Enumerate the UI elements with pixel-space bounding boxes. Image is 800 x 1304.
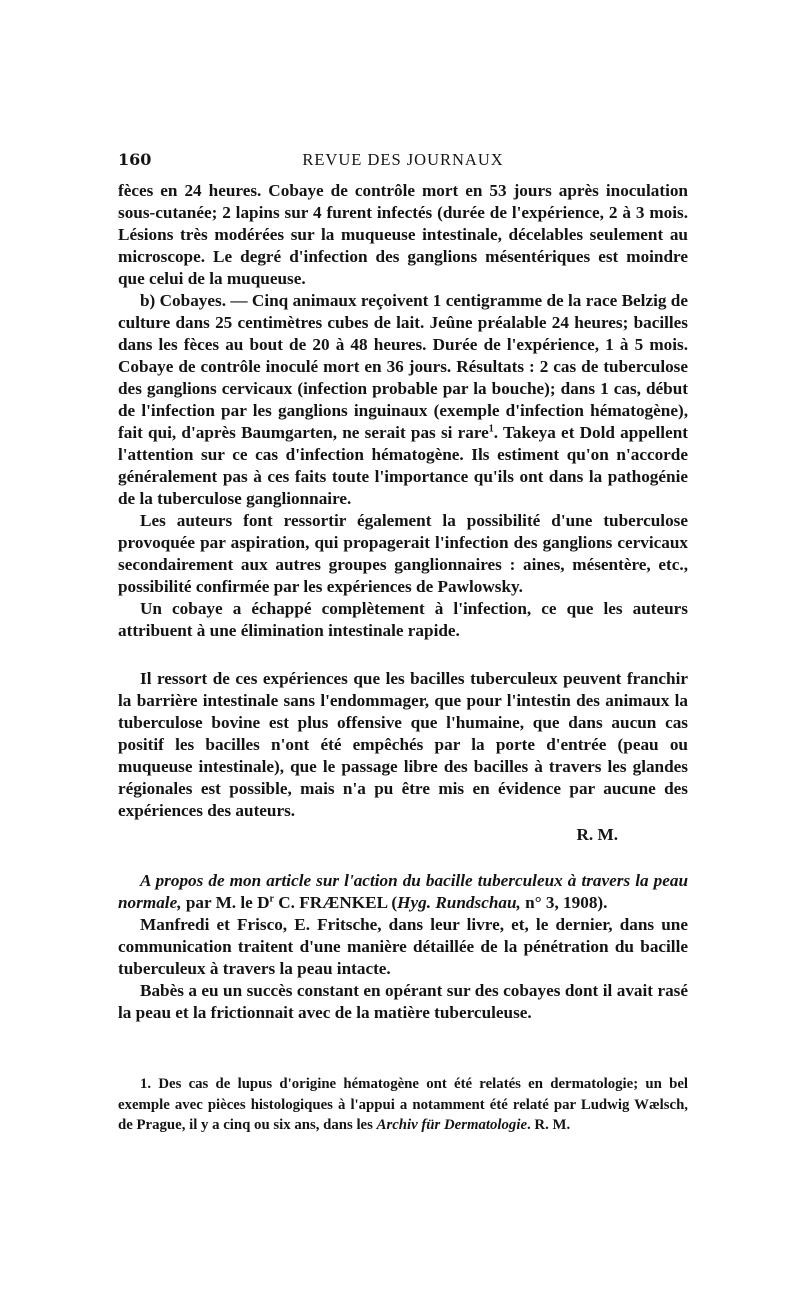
byline-sup: r — [269, 893, 274, 905]
paragraph-4: Un cobaye a échappé complètement à l'infection, ce que les auteurs attribuent à une élimination intestinale rapide. — [118, 599, 688, 640]
paragraph-2-text: b) Cobayes. — Cinq animaux reçoivent 1 centigramme de la race Belzig de culture dans 25 centimètres cubes de lait. Jeûne préalable 24 heures; bacilles dans les fèces au bout de 20 à 48 heures. Durée de l'expérience, 1 à 5 mois. Cobaye de contrôle inoculé mort en 36 jours. Résultats : 2 cas de tuberculose des ganglions cervicaux (infection probable par la bouche); dans 1 cas, début de l'infection par les ganglions inguinaux (exemple d'infection hématogène), fait qui, d'après Baumgarten, ne serait pas si rare — [118, 291, 688, 442]
article-journal: Hyg. Rundschau, — [397, 893, 521, 912]
footnote-end: . R. M. — [527, 1117, 571, 1133]
paragraph-7: Babès a eu un succès constant en opérant sur des cobayes dont il avait rasé la peau et la frictionnait avec de la matière tuberculeuse. — [118, 981, 688, 1022]
paragraph-2 — [118, 290, 688, 510]
page-number: 160 — [118, 150, 152, 169]
footnote-marker: 1 — [488, 423, 494, 435]
paragraph-2-continuation: . Takeya et Dold appellent l'attention sur ce cas d'infection hématogène. Ils estiment qu'on n'accorde généralement pas à ces faits toute l'importance qu'ils ont dans la pathogénie de la tuberculose ganglionnaire. — [118, 423, 688, 508]
footnote — [118, 1074, 688, 1136]
main-text — [118, 180, 688, 1024]
article-issue: n° 3, 1908). — [520, 893, 608, 912]
running-title: REVUE DES JOURNAUX — [302, 150, 504, 169]
footnote-paragraph — [118, 1074, 688, 1136]
paragraph-3: Les auteurs font ressortir également la possibilité d'une tuberculose provoquée par aspiration, qui propagerait l'infection des ganglions cervicaux secondairement aux autres groupes ganglionnaires : aines, mésentère, etc., possibilité confirmée par les expériences de Pawlowsky. — [118, 511, 688, 596]
article-title: A propos de mon article sur l'action du bacille tuberculeux à travers la peau normale, — [118, 871, 688, 912]
article-byline: par M. le D — [181, 893, 270, 912]
article-heading — [118, 870, 688, 914]
footnote-journal: Archiv für Dermatologie — [376, 1117, 528, 1133]
paragraph-1: fèces en 24 heures. Cobaye de contrôle mort en 53 jours après inoculation sous-cutanée; 2 lapins sur 4 furent infectés (durée de l'expérience, 2 à 3 mois. Lésions très modérées sur la muqueuse intestinale, décelables seulement au microscope. Le degré d'infection des ganglions mésentériques est moindre que celui de la muqueuse. — [118, 181, 688, 288]
paragraph-6: Manfredi et Frisco, E. Fritsche, dans leur livre, et, le dernier, dans une communication traitent d'une manière détaillée de la pénétration du bacille tuberculeux à travers la peau intacte. — [118, 915, 688, 978]
signature: R. M. — [576, 825, 618, 844]
running-header — [118, 150, 688, 172]
footnote-text: 1. Des cas de lupus d'origine hématogène ont été relatés en dermatologie; un bel exemple avec pièces histologiques à l'appui a notamment été relaté par Ludwig Wælsch, de Prague, il y a cinq ou six ans, dans les — [118, 1076, 688, 1133]
paragraph-5: Il ressort de ces expériences que les bacilles tuberculeux peuvent franchir la barrière intestinale sans l'endommager, que pour l'intestin des animaux la tuberculose bovine est plus offensive que l'humaine, que dans aucun cas positif les bacilles n'ont été empêchés par la porte d'entrée (peau ou muqueuse intestinale), que le passage libre des bacilles à travers les glandes régionales est possible, mais n'a pu être mis en évidence par aucune des expériences des auteurs. — [118, 669, 688, 820]
article-author: C. FRÆNKEL ( — [273, 893, 398, 912]
